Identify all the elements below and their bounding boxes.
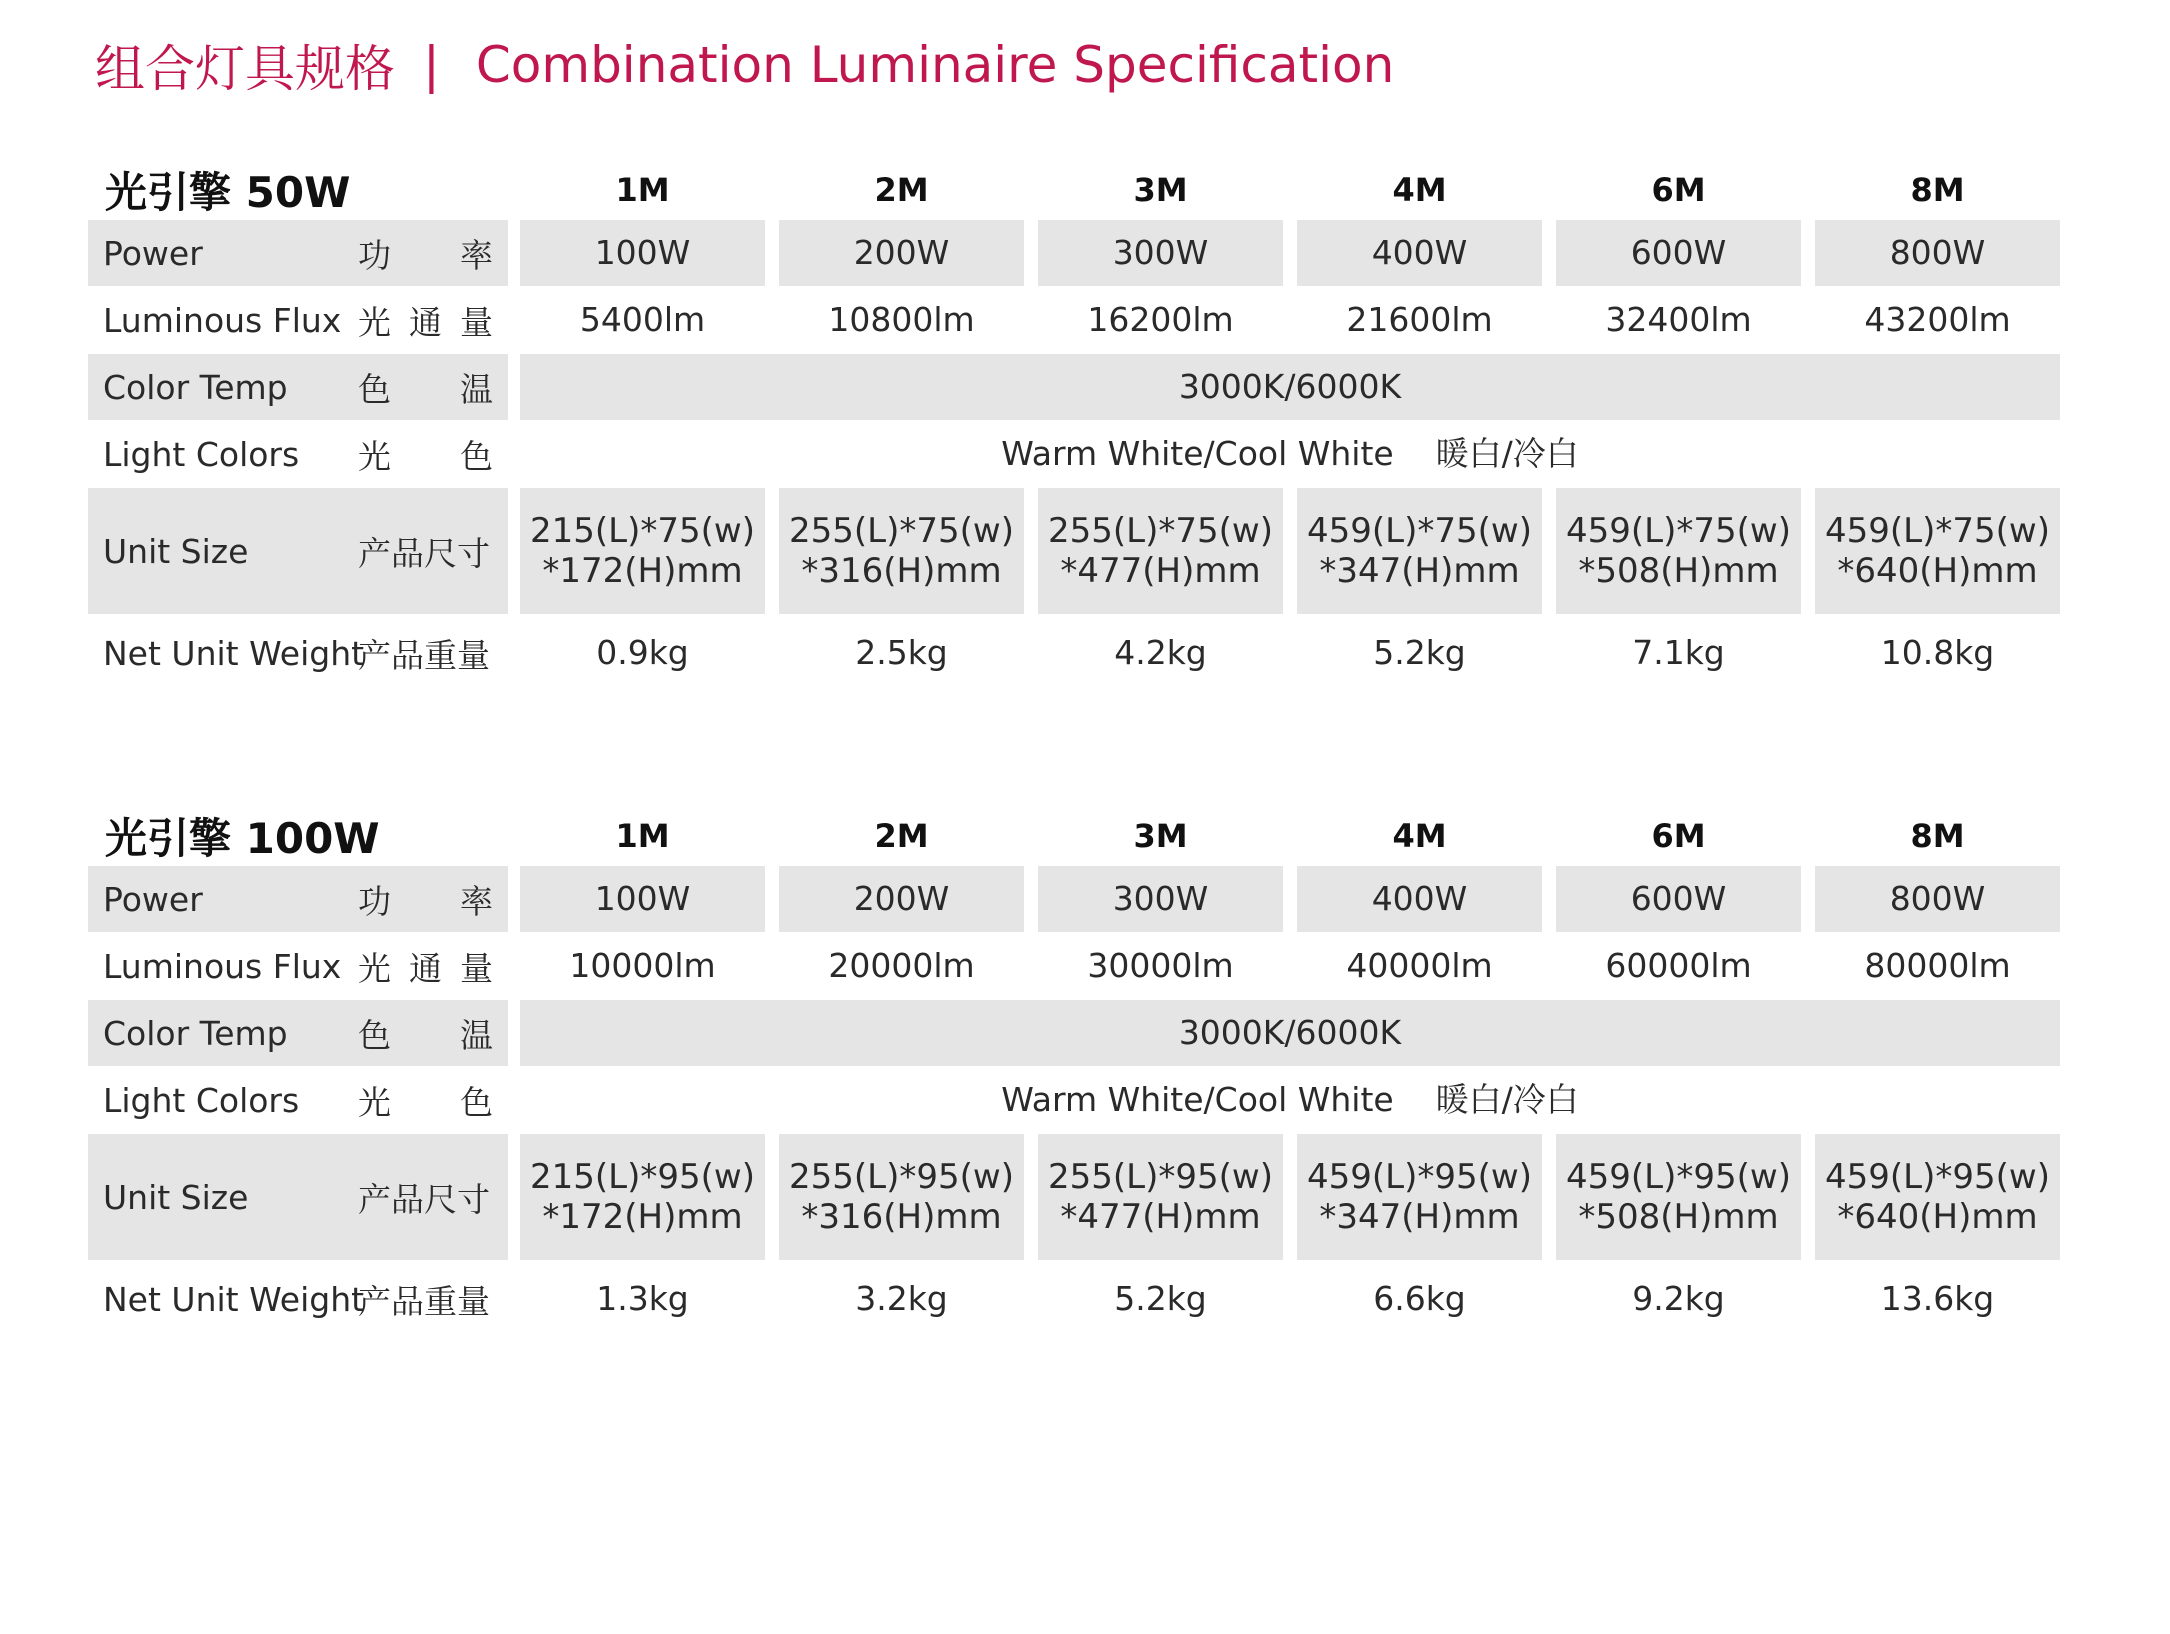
size-line: 459(L)*95(w) xyxy=(1566,1157,1791,1197)
label-cn-char: 温 xyxy=(460,1015,493,1055)
label-cn: 产品重量 xyxy=(358,1281,490,1321)
label-cn-char: 色 xyxy=(460,1082,493,1122)
power-cell: 400W xyxy=(1297,220,1542,286)
row-flux xyxy=(0,286,2170,354)
size-line: *316(H)mm xyxy=(801,551,1002,591)
label-cn-char: 温 xyxy=(460,369,493,409)
label-en: Net Unit Weight xyxy=(103,1279,365,1319)
page-title-en: Combination Luminaire Specification xyxy=(475,36,1395,94)
weight-cell: 1.3kg xyxy=(596,1279,689,1318)
row-label xyxy=(88,614,508,692)
flux-cell: 60000lm xyxy=(1605,946,1752,985)
label-cn-char: 量 xyxy=(460,302,493,342)
label-cn-char: 率 xyxy=(460,235,493,275)
row-label xyxy=(88,1000,508,1066)
size-line: *477(H)mm xyxy=(1060,1197,1261,1237)
row-label xyxy=(88,220,508,286)
size-line: 255(L)*95(w) xyxy=(1048,1157,1273,1197)
row-label xyxy=(88,488,508,614)
label-cn: 产品尺寸 xyxy=(358,1179,490,1219)
weight-cell: 2.5kg xyxy=(855,633,948,672)
label-en: Power xyxy=(103,879,203,919)
weight-cell: 9.2kg xyxy=(1632,1279,1725,1318)
size-cell xyxy=(779,1134,1024,1260)
flux-cell: 43200lm xyxy=(1864,300,2011,339)
power-cell: 300W xyxy=(1038,866,1283,932)
row-flux xyxy=(0,932,2170,1000)
label-en: Power xyxy=(103,233,203,273)
row-label xyxy=(88,932,508,1000)
light-colors-value: Warm White/Cool White 暖白/冷白 xyxy=(1001,1080,1579,1119)
size-line: 215(L)*75(w) xyxy=(530,511,755,551)
power-cell: 300W xyxy=(1038,220,1283,286)
size-line: 215(L)*95(w) xyxy=(530,1157,755,1197)
row-power xyxy=(0,220,2170,286)
label-cn-char: 功 xyxy=(358,235,391,275)
row-weight xyxy=(0,614,2170,692)
section-title: 光引擎 50W xyxy=(105,168,351,217)
row-temp xyxy=(0,1000,2170,1066)
row-temp xyxy=(0,354,2170,420)
flux-cell: 10000lm xyxy=(569,946,716,985)
label-cn xyxy=(358,364,493,411)
row-size xyxy=(0,488,2170,614)
weight-cell: 0.9kg xyxy=(596,633,689,672)
size-line: *172(H)mm xyxy=(542,551,743,591)
row-weight xyxy=(0,1260,2170,1338)
flux-cell: 21600lm xyxy=(1346,300,1493,339)
weight-cell: 3.2kg xyxy=(855,1279,948,1318)
column-header: 2M xyxy=(874,171,929,209)
column-header: 2M xyxy=(874,817,929,855)
power-cell: 800W xyxy=(1815,220,2060,286)
column-header: 6M xyxy=(1651,171,1706,209)
size-cell xyxy=(1038,1134,1283,1260)
light-colors-value: Warm White/Cool White 暖白/冷白 xyxy=(1001,434,1579,473)
size-cell xyxy=(779,488,1024,614)
flux-cell: 10800lm xyxy=(828,300,975,339)
flux-cell: 80000lm xyxy=(1864,946,2011,985)
page-title xyxy=(95,30,1394,100)
flux-cell: 5400lm xyxy=(579,300,706,339)
power-cell: 200W xyxy=(779,220,1024,286)
size-cell xyxy=(1556,1134,1801,1260)
label-cn xyxy=(358,431,493,478)
flux-cell: 32400lm xyxy=(1605,300,1752,339)
label-cn-char: 色 xyxy=(358,1015,391,1055)
row-colors xyxy=(0,1066,2170,1134)
label-cn-char: 光 xyxy=(358,1082,391,1122)
row-size xyxy=(0,1134,2170,1260)
column-header: 4M xyxy=(1392,817,1447,855)
size-cell xyxy=(1297,488,1542,614)
label-cn xyxy=(358,943,493,990)
row-label xyxy=(88,1066,508,1134)
label-cn-char: 光 xyxy=(358,302,391,342)
size-line: *508(H)mm xyxy=(1578,551,1779,591)
weight-cell: 6.6kg xyxy=(1373,1279,1466,1318)
label-en: Luminous Flux xyxy=(103,300,342,340)
label-cn-char: 色 xyxy=(358,369,391,409)
flux-cell: 40000lm xyxy=(1346,946,1493,985)
size-line: 459(L)*95(w) xyxy=(1307,1157,1532,1197)
size-line: *316(H)mm xyxy=(801,1197,1002,1237)
weight-cell: 7.1kg xyxy=(1632,633,1725,672)
row-label xyxy=(88,420,508,488)
label-cn: 产品重量 xyxy=(358,635,490,675)
label-cn-char: 光 xyxy=(358,436,391,476)
power-cell: 400W xyxy=(1297,866,1542,932)
column-header: 3M xyxy=(1133,171,1188,209)
page-title-cn: 组合灯具规格 xyxy=(95,40,395,98)
weight-cell: 5.2kg xyxy=(1373,633,1466,672)
row-label xyxy=(88,286,508,354)
row-power xyxy=(0,866,2170,932)
flux-cell: 30000lm xyxy=(1087,946,1234,985)
label-cn xyxy=(358,1010,493,1057)
label-en: Unit Size xyxy=(103,1177,249,1217)
size-line: 255(L)*75(w) xyxy=(789,511,1014,551)
size-cell xyxy=(1556,488,1801,614)
size-line: *477(H)mm xyxy=(1060,551,1261,591)
size-line: 255(L)*95(w) xyxy=(789,1157,1014,1197)
flux-cell: 20000lm xyxy=(828,946,975,985)
spec-table xyxy=(0,806,2170,1346)
row-label xyxy=(88,1260,508,1338)
label-en: Unit Size xyxy=(103,531,249,571)
power-cell: 600W xyxy=(1556,220,1801,286)
column-header: 1M xyxy=(615,171,670,209)
label-cn-char: 色 xyxy=(460,436,493,476)
row-label xyxy=(88,1134,508,1260)
size-line: 459(L)*75(w) xyxy=(1825,511,2050,551)
label-en: Light Colors xyxy=(103,434,300,474)
row-colors xyxy=(0,420,2170,488)
size-cell xyxy=(1815,488,2060,614)
flux-cell: 16200lm xyxy=(1087,300,1234,339)
label-en: Net Unit Weight xyxy=(103,633,365,673)
label-cn xyxy=(358,230,493,277)
column-header: 8M xyxy=(1910,817,1965,855)
size-cell xyxy=(520,488,765,614)
size-cell xyxy=(1815,1134,2060,1260)
size-line: 459(L)*95(w) xyxy=(1825,1157,2050,1197)
size-line: *172(H)mm xyxy=(542,1197,743,1237)
row-label xyxy=(88,866,508,932)
size-line: *640(H)mm xyxy=(1837,1197,2038,1237)
label-en: Color Temp xyxy=(103,1013,288,1053)
column-header: 6M xyxy=(1651,817,1706,855)
power-cell: 200W xyxy=(779,866,1024,932)
weight-cell: 5.2kg xyxy=(1114,1279,1207,1318)
size-cell xyxy=(1297,1134,1542,1260)
spec-table xyxy=(0,160,2170,700)
label-cn xyxy=(358,876,493,923)
section-title: 光引擎 100W xyxy=(105,814,380,863)
size-line: 459(L)*75(w) xyxy=(1566,511,1791,551)
power-cell: 100W xyxy=(520,220,765,286)
column-header: 8M xyxy=(1910,171,1965,209)
label-cn-char: 通 xyxy=(409,948,442,988)
size-line: 255(L)*75(w) xyxy=(1048,511,1273,551)
row-label xyxy=(88,354,508,420)
color-temp-value: 3000K/6000K xyxy=(520,1000,2060,1066)
size-line: *347(H)mm xyxy=(1319,551,1520,591)
weight-cell: 13.6kg xyxy=(1880,1279,1995,1318)
label-cn xyxy=(358,1077,493,1124)
size-line: *640(H)mm xyxy=(1837,551,2038,591)
column-header: 1M xyxy=(615,817,670,855)
column-header: 3M xyxy=(1133,817,1188,855)
power-cell: 600W xyxy=(1556,866,1801,932)
label-cn-char: 功 xyxy=(358,881,391,921)
weight-cell: 4.2kg xyxy=(1114,633,1207,672)
label-en: Light Colors xyxy=(103,1080,300,1120)
size-cell xyxy=(1038,488,1283,614)
power-cell: 100W xyxy=(520,866,765,932)
column-header: 4M xyxy=(1392,171,1447,209)
label-cn-char: 通 xyxy=(409,302,442,342)
weight-cell: 10.8kg xyxy=(1880,633,1995,672)
size-line: *508(H)mm xyxy=(1578,1197,1779,1237)
power-cell: 800W xyxy=(1815,866,2060,932)
color-temp-value: 3000K/6000K xyxy=(520,354,2060,420)
size-line: *347(H)mm xyxy=(1319,1197,1520,1237)
label-cn-char: 率 xyxy=(460,881,493,921)
label-en: Luminous Flux xyxy=(103,946,342,986)
size-cell xyxy=(520,1134,765,1260)
title-separator: | xyxy=(423,36,440,94)
label-cn-char: 光 xyxy=(358,948,391,988)
size-line: 459(L)*75(w) xyxy=(1307,511,1532,551)
label-cn-char: 量 xyxy=(460,948,493,988)
label-en: Color Temp xyxy=(103,367,288,407)
label-cn: 产品尺寸 xyxy=(358,533,490,573)
label-cn xyxy=(358,297,493,344)
